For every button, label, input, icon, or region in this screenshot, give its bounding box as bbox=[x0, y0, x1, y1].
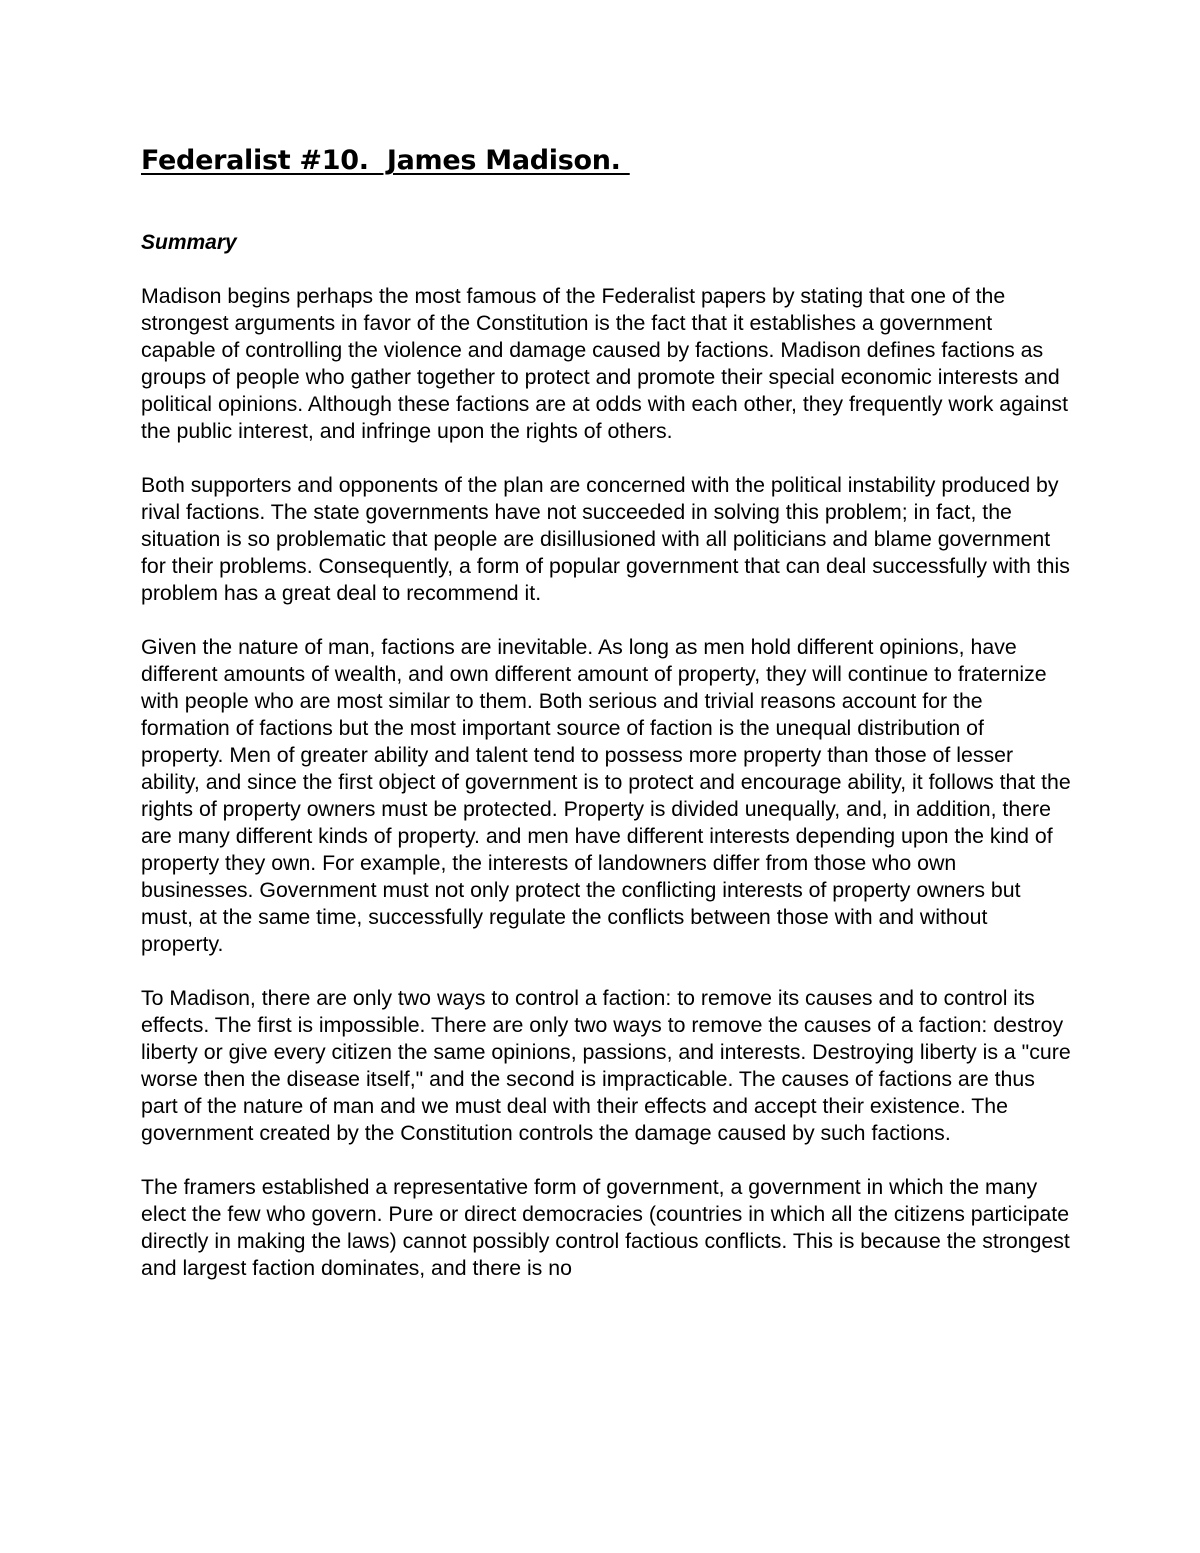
document-body bbox=[141, 283, 1071, 1282]
section-heading-summary: Summary bbox=[141, 231, 237, 254]
body-paragraph: The framers established a representative form of government, a government in which the many elect the few who govern. Pure or direct democracies (countries in which all the citizens participate directly in making the laws) cannot possibly control factious conflicts. This is because the strongest and largest faction dominates, and there is no bbox=[141, 1175, 1070, 1280]
body-paragraph: To Madison, there are only two ways to control a faction: to remove its causes and to control its effects. The first is impossible. There are only two ways to remove the causes of a faction: destroy liberty or give every citizen the same opinions, passions, and interests. Destroying liberty is a "cure worse then the disease itself," and the second is impracticable. The causes of factions are thus part of the nature of man and we must deal with their effects and accept their existence. The government created by the Constitution controls the damage caused by such factions. bbox=[141, 986, 1071, 1145]
document-title: Federalist #10. James Madison. bbox=[141, 145, 630, 176]
body-paragraph: Madison begins perhaps the most famous of the Federalist papers by stating that one of the strongest arguments in favor of the Constitution is the fact that it establishes a government capable of controlling the violence and damage caused by factions. Madison defines factions as groups of people who gather together to protect and promote their special economic interests and political opinions. Although these factions are at odds with each other, they frequently work against the public interest, and infringe upon the rights of others. bbox=[141, 284, 1068, 443]
body-paragraph: Given the nature of man, factions are inevitable. As long as men hold different opinions, have different amounts of wealth, and own different amount of property, they will continue to fraternize with people who are most similar to them. Both serious and trivial reasons account for the formation of factions but the most important source of faction is the unequal distribution of property. Men of greater ability and talent tend to possess more property than those of lesser ability, and since the first object of government is to protect and encourage ability, it follows that the rights of property owners must be protected. Property is divided unequally, and, in addition, there are many different kinds of property. and men have different interests depending upon the kind of property they own. For example, the interests of landowners differ from those who own businesses. Government must not only protect the conflicting interests of property owners but must, at the same time, successfully regulate the conflicts between those with and without property. bbox=[141, 635, 1071, 956]
body-paragraph: Both supporters and opponents of the plan are concerned with the political instability produced by rival factions. The state governments have not succeeded in solving this problem; in fact, the situation is so problematic that people are disillusioned with all politicians and blame government for their problems. Consequently, a form of popular government that can deal successfully with this problem has a great deal to recommend it. bbox=[141, 473, 1070, 605]
